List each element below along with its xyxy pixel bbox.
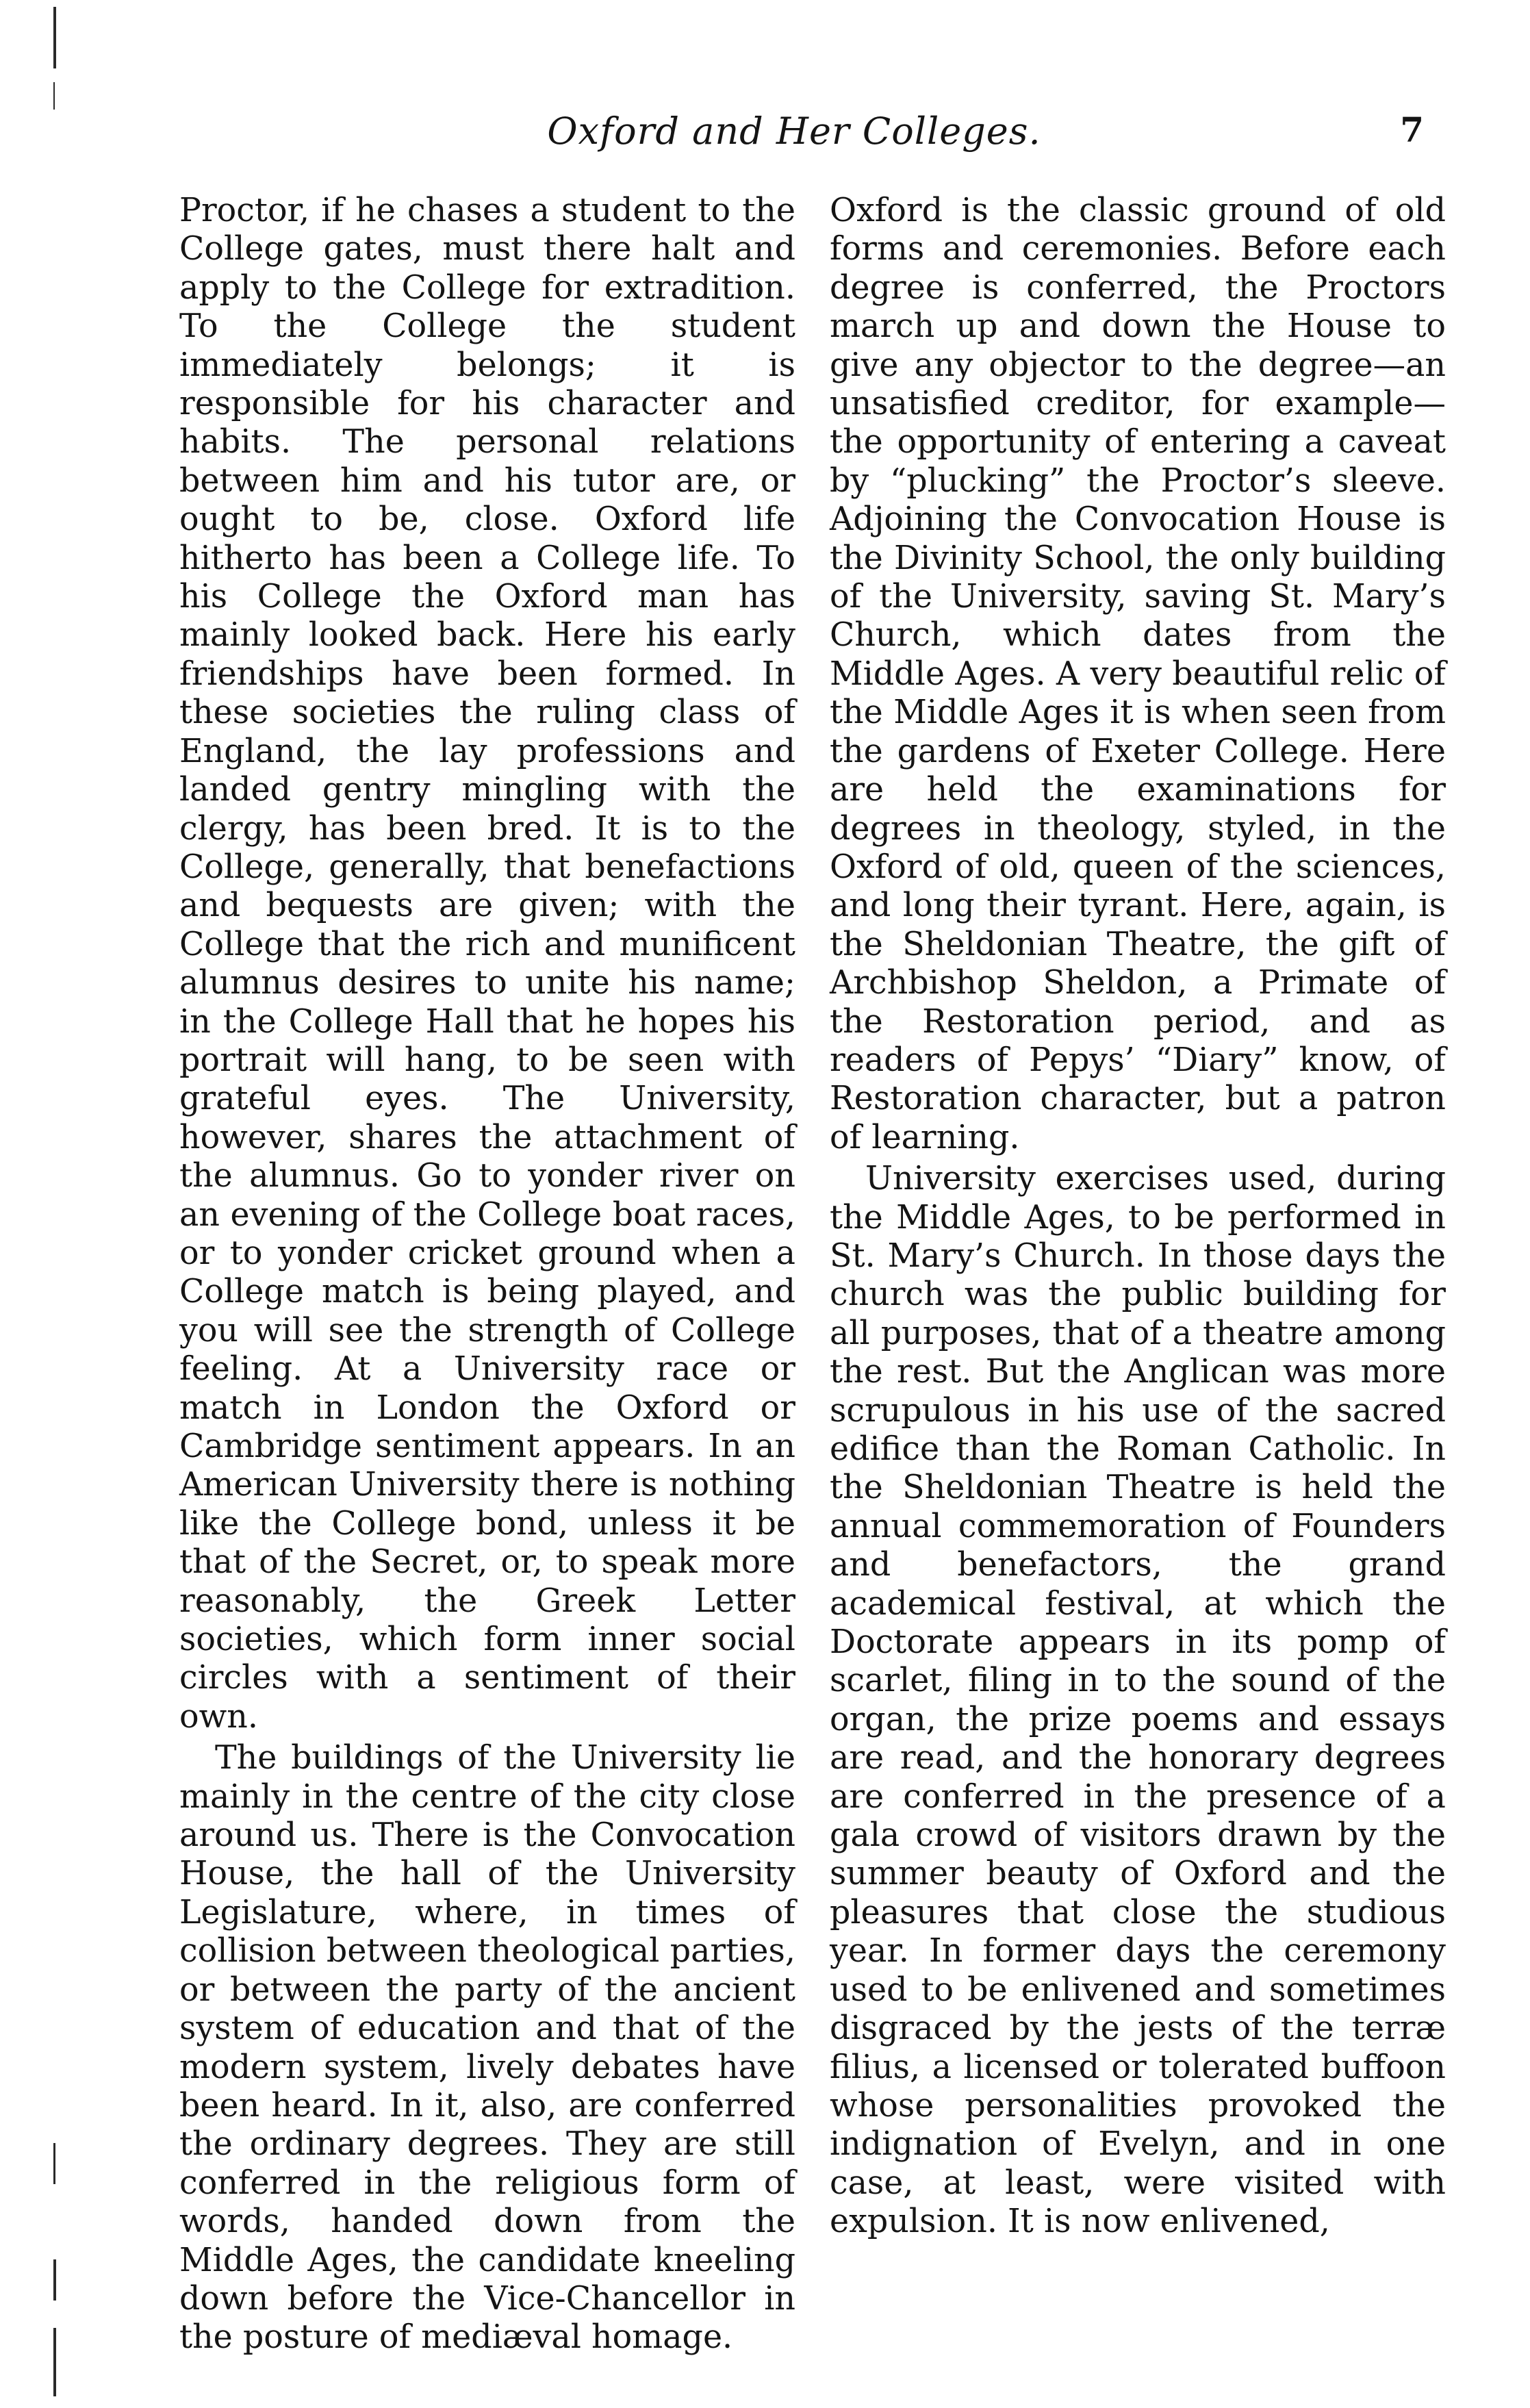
paragraph: Proctor, if he chases a student to the College gates, must there halt and apply to the College for extradition. To the College the student immediately belongs; it is responsible for his character and habits. The personal relations between him and his tutor are, or ought to be, close. Oxford life hitherto has been a College life. To his College the Oxford man has mainly looked back. Here his early friendships have been formed. In these societies the ruling class of England, the lay professions and landed gentry mingling with the clergy, has been bred. It is to the College, generally, that benefactions and bequests are given; with the College that the rich and munificent alumnus desires to unite his name; in the College Hall that he hopes his portrait will hang, to be seen with grateful eyes. The University, however, shares the attachment of the alumnus. Go to yonder river on an evening of the College boat races, or to yonder cricket ground when a College match is being played, and you will see the strength of College feeling. At a University race or match in London the Oxford or Cambridge sentiment appears. In an American University there is nothing like the College bond, unless it be that of the Secret, or, to speak more reasonably, the Greek Letter societies, which form inner social circles with a sentiment of their own. — [179, 192, 795, 1736]
running-title: Oxford and Her Colleges. — [547, 110, 1041, 153]
binding-edge-marks — [41, 0, 68, 2408]
right-column — [830, 192, 1446, 2242]
paragraph: University exercises used, during the Middle Ages, to be performed in St. Mary’s Church. In those days the church was the public building for all purposes, that of a theatre among the rest. But the Anglican was more scrupulous in his use of the sacred edifice than the Roman Catholic. In the Sheldonian Theatre is held the annual commemoration of Founders and benefactors, the grand academical festival, at which the Doctorate appears in its pomp of scarlet, filing in to the sound of the organ, the prize poems and essays are read, and the honorary degrees are conferred in the presence of a gala crowd of visitors drawn by the summer beauty of Oxford and the pleasures that close the studious year. In former days the ceremony used to be enlivened and sometimes disgraced by the jests of the terræ filius, a licensed or tolerated buffoon whose personalities provoked the indignation of Evelyn, and in one case, at least, were visited with expulsion. It is now enlivened, — [830, 1160, 1446, 2241]
page-header — [164, 110, 1424, 171]
paragraph: Oxford is the classic ground of old forms and ceremonies. Before each degree is conferred, the Proctors march up and down the House to give any objector to the degree—an unsatisfied creditor, for example—the opportunity of entering a caveat by “plucking” the Proctor’s sleeve. Adjoining the Convocation House is the Divinity School, the only building of the University, saving St. Mary’s Church, which dates from the Middle Ages. A very beautiful relic of the Middle Ages it is when seen from the gardens of Exeter College. Here are held the examinations for degrees in theology, styled, in the Oxford of old, queen of the sciences, and long their tyrant. Here, again, is the Sheldonian Theatre, the gift of Archbishop Sheldon, a Primate of the Restoration period, and as readers of Pepys’ “Diary” know, of Restoration character, but a patron of learning. — [830, 192, 1446, 1156]
paragraph: The buildings of the University lie mainly in the centre of the city close around us. There is the Convocation House, the hall of the University Legislature, where, in times of collision between theological parties, or between the party of the ancient system of education and that of the modern system, lively debates have been heard. In it, also, are conferred the ordinary degrees. They are still conferred in the religious form of words, handed down from the Middle Ages, the candidate kneeling down before the Vice-Chancellor in the posture of mediæval homage. — [179, 1739, 795, 2357]
binding-mark — [53, 2328, 56, 2396]
page-number: 7 — [1400, 110, 1424, 150]
binding-mark — [53, 2259, 56, 2301]
binding-mark — [53, 7, 56, 68]
binding-mark — [53, 82, 55, 110]
left-column — [179, 192, 795, 2357]
binding-mark — [53, 2143, 55, 2184]
